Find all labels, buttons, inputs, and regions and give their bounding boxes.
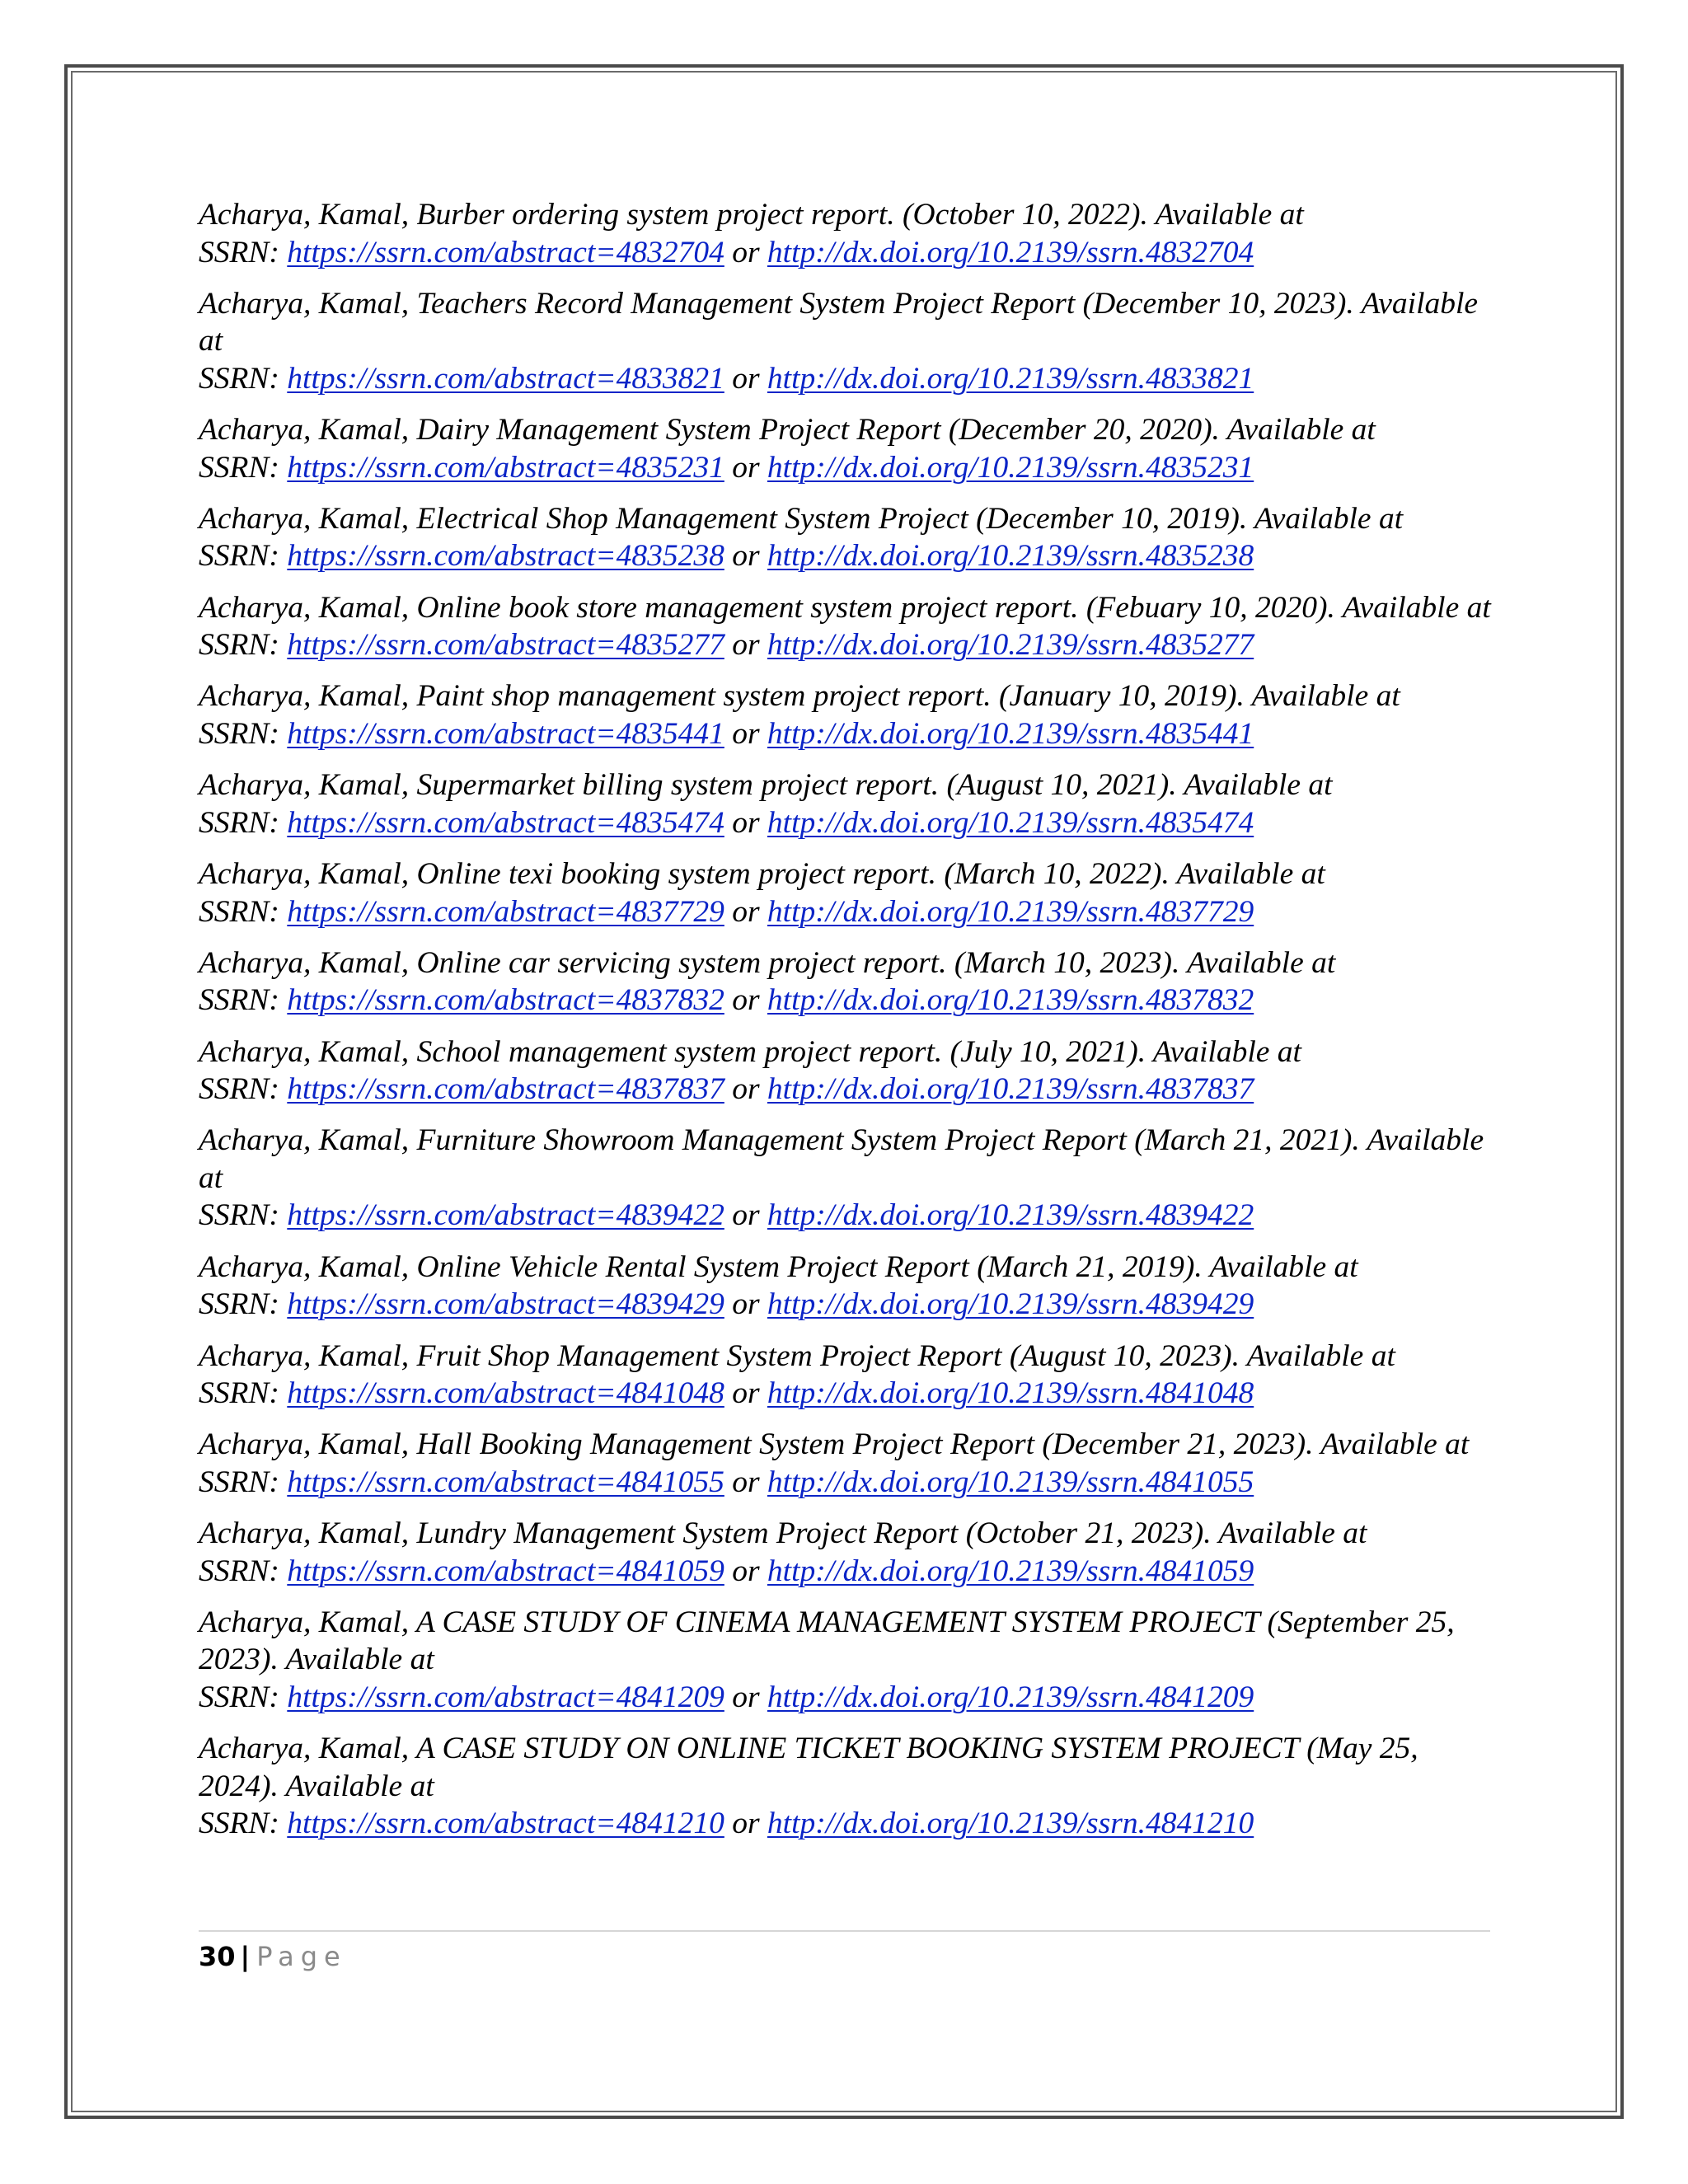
reference-entry bbox=[199, 1122, 1501, 1235]
or-text: or bbox=[724, 1554, 767, 1588]
footer-divider bbox=[199, 1930, 1490, 1932]
ssrn-prefix: SSRN: bbox=[199, 983, 288, 1018]
reference-entry bbox=[199, 1730, 1501, 1843]
reference-text: Acharya, Kamal, Furniture Showroom Management System Project Report (March 21, 2021). Available at bbox=[199, 1123, 1484, 1195]
ssrn-abstract-link[interactable]: https://ssrn.com/abstract=4835474 bbox=[287, 805, 724, 840]
reference-text: Acharya, Kamal, Lundry Management System Project Report (October 21, 2023). Available at bbox=[199, 1516, 1367, 1551]
or-text: or bbox=[724, 1287, 767, 1322]
or-text: or bbox=[724, 450, 767, 485]
doi-link[interactable]: http://dx.doi.org/10.2139/ssrn.4835231 bbox=[767, 450, 1254, 485]
ssrn-abstract-link[interactable]: https://ssrn.com/abstract=4837837 bbox=[287, 1072, 724, 1107]
reference-text: Acharya, Kamal, Hall Booking Management System Project Report (December 21, 2023). Available at bbox=[199, 1427, 1470, 1462]
ssrn-abstract-link[interactable]: https://ssrn.com/abstract=4839422 bbox=[287, 1198, 724, 1233]
reference-text: Acharya, Kamal, A CASE STUDY ON ONLINE TICKET BOOKING SYSTEM PROJECT (May 25, 2024). Available at bbox=[199, 1732, 1418, 1803]
reference-text: Acharya, Kamal, Online texi booking system project report. (March 10, 2022). Available at bbox=[199, 857, 1325, 892]
reference-entry bbox=[199, 1249, 1501, 1324]
doi-link[interactable]: http://dx.doi.org/10.2139/ssrn.4841048 bbox=[767, 1376, 1254, 1411]
reference-text: Acharya, Kamal, Paint shop management system project report. (January 10, 2019). Available at bbox=[199, 679, 1400, 714]
doi-link[interactable]: http://dx.doi.org/10.2139/ssrn.4841055 bbox=[767, 1465, 1254, 1499]
ssrn-abstract-link[interactable]: https://ssrn.com/abstract=4835277 bbox=[287, 628, 724, 663]
doi-link[interactable]: http://dx.doi.org/10.2139/ssrn.4835441 bbox=[767, 716, 1254, 751]
ssrn-prefix: SSRN: bbox=[199, 1376, 288, 1411]
reference-text: Acharya, Kamal, Online car servicing system project report. (March 10, 2023). Available at bbox=[199, 945, 1336, 980]
doi-link[interactable]: http://dx.doi.org/10.2139/ssrn.4841059 bbox=[767, 1554, 1254, 1588]
ssrn-abstract-link[interactable]: https://ssrn.com/abstract=4835441 bbox=[287, 716, 724, 751]
reference-text: Acharya, Kamal, A CASE STUDY OF CINEMA MANAGEMENT SYSTEM PROJECT (September 25, 2023). Available at bbox=[199, 1605, 1455, 1677]
reference-text: Acharya, Kamal, Supermarket billing system project report. (August 10, 2021). Available at bbox=[199, 768, 1333, 803]
ssrn-abstract-link[interactable]: https://ssrn.com/abstract=4841209 bbox=[287, 1680, 724, 1714]
ssrn-prefix: SSRN: bbox=[199, 628, 288, 663]
ssrn-prefix: SSRN: bbox=[199, 1198, 288, 1233]
reference-entry bbox=[199, 1604, 1501, 1717]
reference-entry bbox=[199, 944, 1501, 1019]
ssrn-abstract-link[interactable]: https://ssrn.com/abstract=4841055 bbox=[287, 1465, 724, 1499]
doi-link[interactable]: http://dx.doi.org/10.2139/ssrn.4837837 bbox=[767, 1072, 1254, 1107]
or-text: or bbox=[724, 361, 767, 396]
page-footer bbox=[199, 1937, 347, 1976]
ssrn-prefix: SSRN: bbox=[199, 894, 288, 929]
reference-text: Acharya, Kamal, Teachers Record Management System Project Report (December 10, 2023). Available at bbox=[199, 286, 1479, 359]
or-text: or bbox=[724, 805, 767, 840]
reference-entry bbox=[199, 1033, 1501, 1108]
ssrn-prefix: SSRN: bbox=[199, 716, 288, 751]
doi-link[interactable]: http://dx.doi.org/10.2139/ssrn.4835474 bbox=[767, 805, 1254, 840]
or-text: or bbox=[724, 1680, 767, 1714]
ssrn-prefix: SSRN: bbox=[199, 539, 288, 574]
ssrn-abstract-link[interactable]: https://ssrn.com/abstract=4832704 bbox=[287, 235, 724, 269]
reference-entry bbox=[199, 1338, 1501, 1413]
or-text: or bbox=[724, 894, 767, 929]
ssrn-prefix: SSRN: bbox=[199, 450, 288, 485]
doi-link[interactable]: http://dx.doi.org/10.2139/ssrn.4835238 bbox=[767, 539, 1254, 574]
or-text: or bbox=[724, 628, 767, 663]
ssrn-prefix: SSRN: bbox=[199, 1287, 288, 1322]
ssrn-prefix: SSRN: bbox=[199, 1680, 288, 1714]
doi-link[interactable]: http://dx.doi.org/10.2139/ssrn.4839429 bbox=[767, 1287, 1254, 1322]
page-number: 30 bbox=[199, 1941, 236, 1972]
doi-link[interactable]: http://dx.doi.org/10.2139/ssrn.4835277 bbox=[767, 628, 1254, 663]
ssrn-prefix: SSRN: bbox=[199, 1465, 288, 1499]
ssrn-abstract-link[interactable]: https://ssrn.com/abstract=4841059 bbox=[287, 1554, 724, 1588]
or-text: or bbox=[724, 983, 767, 1018]
reference-entry bbox=[199, 500, 1501, 575]
reference-text: Acharya, Kamal, Fruit Shop Management System Project Report (August 10, 2023). Available at bbox=[199, 1338, 1395, 1373]
ssrn-abstract-link[interactable]: https://ssrn.com/abstract=4837832 bbox=[287, 983, 724, 1018]
doi-link[interactable]: http://dx.doi.org/10.2139/ssrn.4841210 bbox=[767, 1807, 1254, 1841]
ssrn-abstract-link[interactable]: https://ssrn.com/abstract=4835231 bbox=[287, 450, 724, 485]
ssrn-prefix: SSRN: bbox=[199, 1072, 288, 1107]
reference-text: Acharya, Kamal, Electrical Shop Management System Project (December 10, 2019). Available at bbox=[199, 501, 1404, 536]
reference-entry bbox=[199, 766, 1501, 841]
reference-text: Acharya, Kamal, Burber ordering system project report. (October 10, 2022). Available at bbox=[199, 198, 1304, 232]
reference-text: Acharya, Kamal, Online book store management system project report. (Febuary 10, 2020). Available at bbox=[199, 590, 1491, 625]
ssrn-abstract-link[interactable]: https://ssrn.com/abstract=4839429 bbox=[287, 1287, 724, 1322]
or-text: or bbox=[724, 1465, 767, 1499]
ssrn-abstract-link[interactable]: https://ssrn.com/abstract=4841048 bbox=[287, 1376, 724, 1411]
ssrn-abstract-link[interactable]: https://ssrn.com/abstract=4841210 bbox=[287, 1807, 724, 1841]
ssrn-prefix: SSRN: bbox=[199, 805, 288, 840]
reference-entry bbox=[199, 196, 1501, 271]
ssrn-prefix: SSRN: bbox=[199, 235, 288, 269]
reference-entry bbox=[199, 285, 1501, 398]
reference-text: Acharya, Kamal, Online Vehicle Rental System Project Report (March 21, 2019). Available at bbox=[199, 1249, 1358, 1284]
reference-entry bbox=[199, 1515, 1501, 1590]
reference-list bbox=[199, 196, 1501, 1857]
doi-link[interactable]: http://dx.doi.org/10.2139/ssrn.4837729 bbox=[767, 894, 1254, 929]
or-text: or bbox=[724, 1376, 767, 1411]
doi-link[interactable]: http://dx.doi.org/10.2139/ssrn.4837832 bbox=[767, 983, 1254, 1018]
reference-text: Acharya, Kamal, Dairy Management System Project Report (December 20, 2020). Available at bbox=[199, 413, 1376, 448]
ssrn-prefix: SSRN: bbox=[199, 1807, 288, 1841]
doi-link[interactable]: http://dx.doi.org/10.2139/ssrn.4841209 bbox=[767, 1680, 1254, 1714]
or-text: or bbox=[724, 1072, 767, 1107]
or-text: or bbox=[724, 716, 767, 751]
doi-link[interactable]: http://dx.doi.org/10.2139/ssrn.4833821 bbox=[767, 361, 1254, 396]
page-word: Page bbox=[256, 1941, 347, 1972]
ssrn-abstract-link[interactable]: https://ssrn.com/abstract=4833821 bbox=[287, 361, 724, 396]
or-text: or bbox=[724, 539, 767, 574]
reference-entry bbox=[199, 411, 1501, 486]
doi-link[interactable]: http://dx.doi.org/10.2139/ssrn.4839422 bbox=[767, 1198, 1254, 1233]
ssrn-abstract-link[interactable]: https://ssrn.com/abstract=4837729 bbox=[287, 894, 724, 929]
reference-entry bbox=[199, 677, 1501, 752]
reference-text: Acharya, Kamal, School management system project report. (July 10, 2021). Available at bbox=[199, 1034, 1301, 1069]
or-text: or bbox=[724, 1807, 767, 1841]
ssrn-prefix: SSRN: bbox=[199, 361, 288, 396]
reference-entry bbox=[199, 855, 1501, 930]
ssrn-abstract-link[interactable]: https://ssrn.com/abstract=4835238 bbox=[287, 539, 724, 574]
footer-separator: | bbox=[240, 1941, 251, 1972]
or-text: or bbox=[724, 235, 767, 269]
or-text: or bbox=[724, 1198, 767, 1233]
ssrn-prefix: SSRN: bbox=[199, 1554, 288, 1588]
reference-entry bbox=[199, 589, 1501, 664]
doi-link[interactable]: http://dx.doi.org/10.2139/ssrn.4832704 bbox=[767, 235, 1254, 269]
reference-entry bbox=[199, 1426, 1501, 1501]
